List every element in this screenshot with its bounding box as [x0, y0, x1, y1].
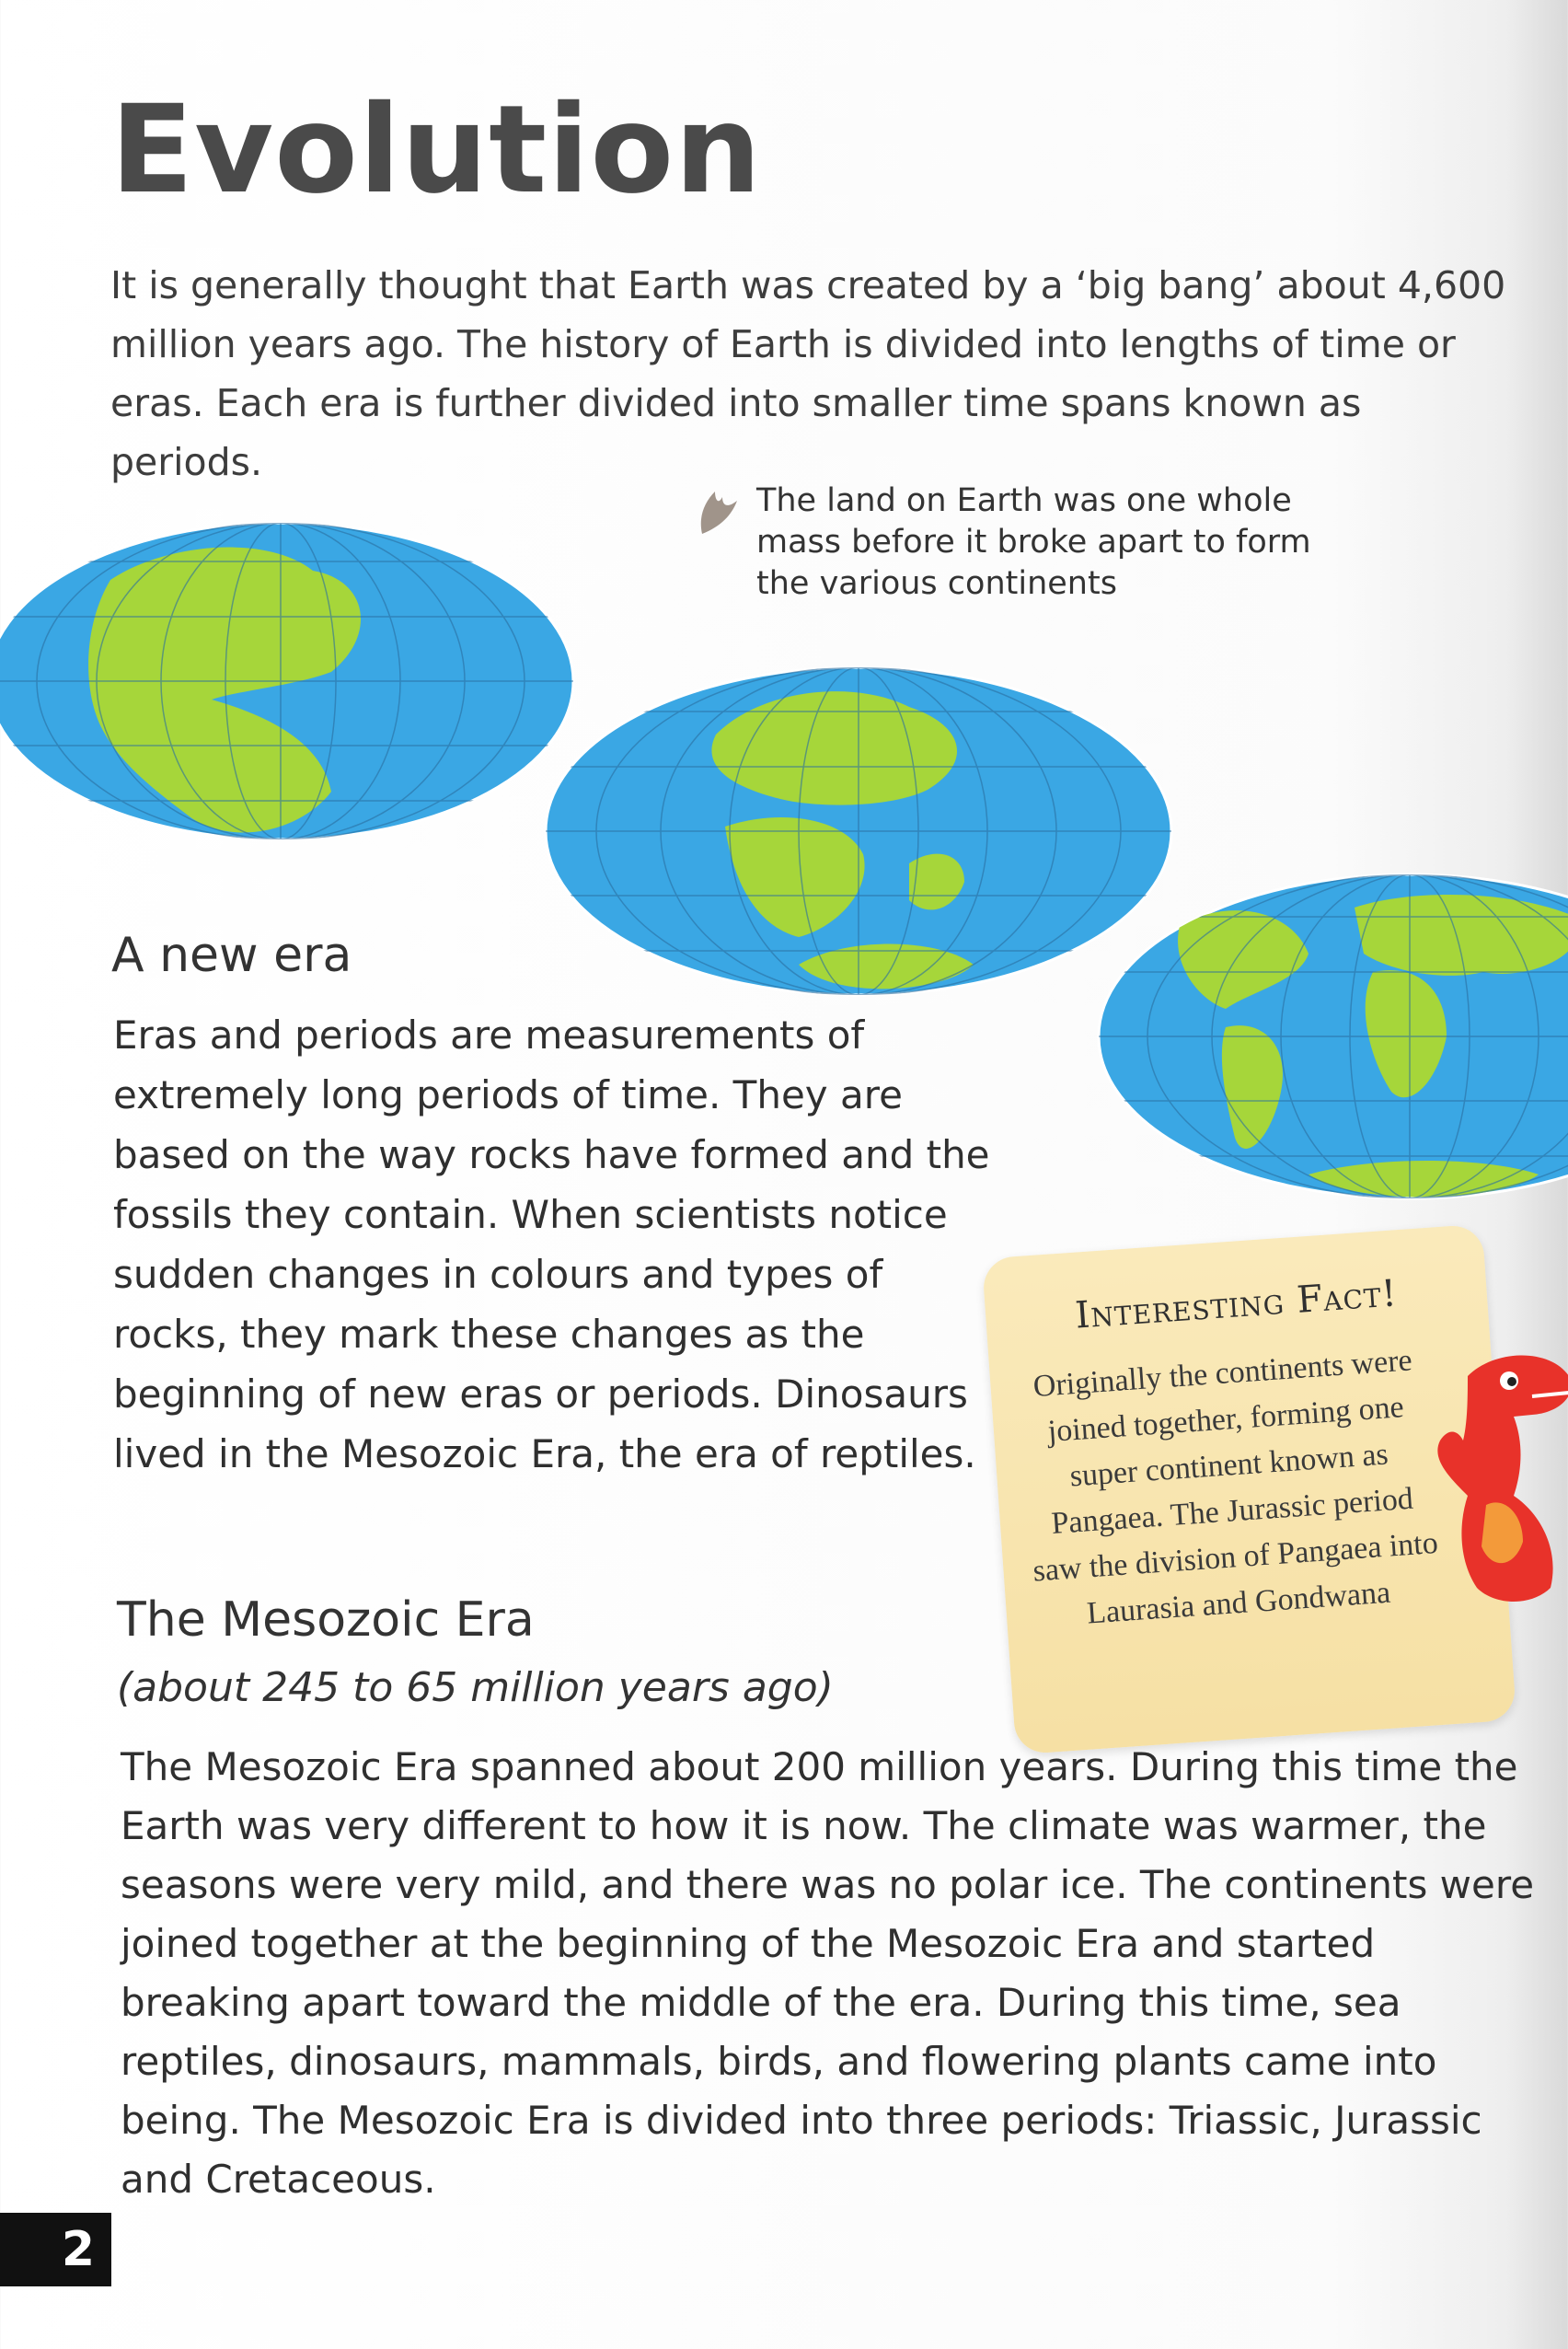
intro-paragraph: It is generally thought that Earth was created by a ‘big bang’ about 4,600 million years ago. The history of Earth is divided into lengths of time or eras. Each era is further divided into smaller time spans known as periods. — [110, 263, 1506, 484]
page-title: Evolution — [110, 79, 763, 221]
section-heading-new-era: A new era — [111, 928, 352, 983]
dinosaur-illustration — [1412, 1339, 1568, 1615]
mesozoic-paragraph: The Mesozoic Era spanned about 200 million years. During this time the Earth was very different to how it is now. The climate was warmer, the seasons were very mild, and there was no polar ice. The continents were joined together at the beginning of the Mesozoic Era and started breaking apart toward the middle of the era. During this time, sea reptiles, dinosaurs, mammals, birds, and flowering plants came into being. The Mesozoic Era is divided into three periods: Triassic, Jurassic and Cretaceous. — [121, 1744, 1535, 2202]
fact-box-title: Interesting Fact! — [1074, 1272, 1399, 1337]
map-caption-text: The land on Earth was one whole mass before it broke apart to form the various continents — [756, 482, 1311, 602]
breakup-map — [541, 661, 1176, 1001]
section-heading-mesozoic: The Mesozoic Era — [117, 1592, 535, 1648]
leaf-pointer-icon — [695, 484, 743, 536]
pangaea-map — [0, 515, 580, 847]
page-number: 2 — [0, 2213, 111, 2286]
modern-continents-map — [1097, 871, 1568, 1202]
new-era-paragraph: Eras and periods are measurements of extremely long periods of time. They are based on the way rocks have formed and the fossils they contain. When scientists notice sudden changes in colours and types of rocks, they mark these changes as the beginning of new eras or periods. Dinosaurs lived in the Mesozoic Era, the era of reptiles. — [113, 1012, 990, 1476]
mesozoic-subheading: (about 245 to 65 million years ago) — [117, 1664, 834, 1711]
fact-box-text: Originally the continents were joined together, forming one super continent known as Pangaea. The Jurassic period saw the division of Pangaea into Laurasia and Gondwana — [1032, 1343, 1439, 1631]
